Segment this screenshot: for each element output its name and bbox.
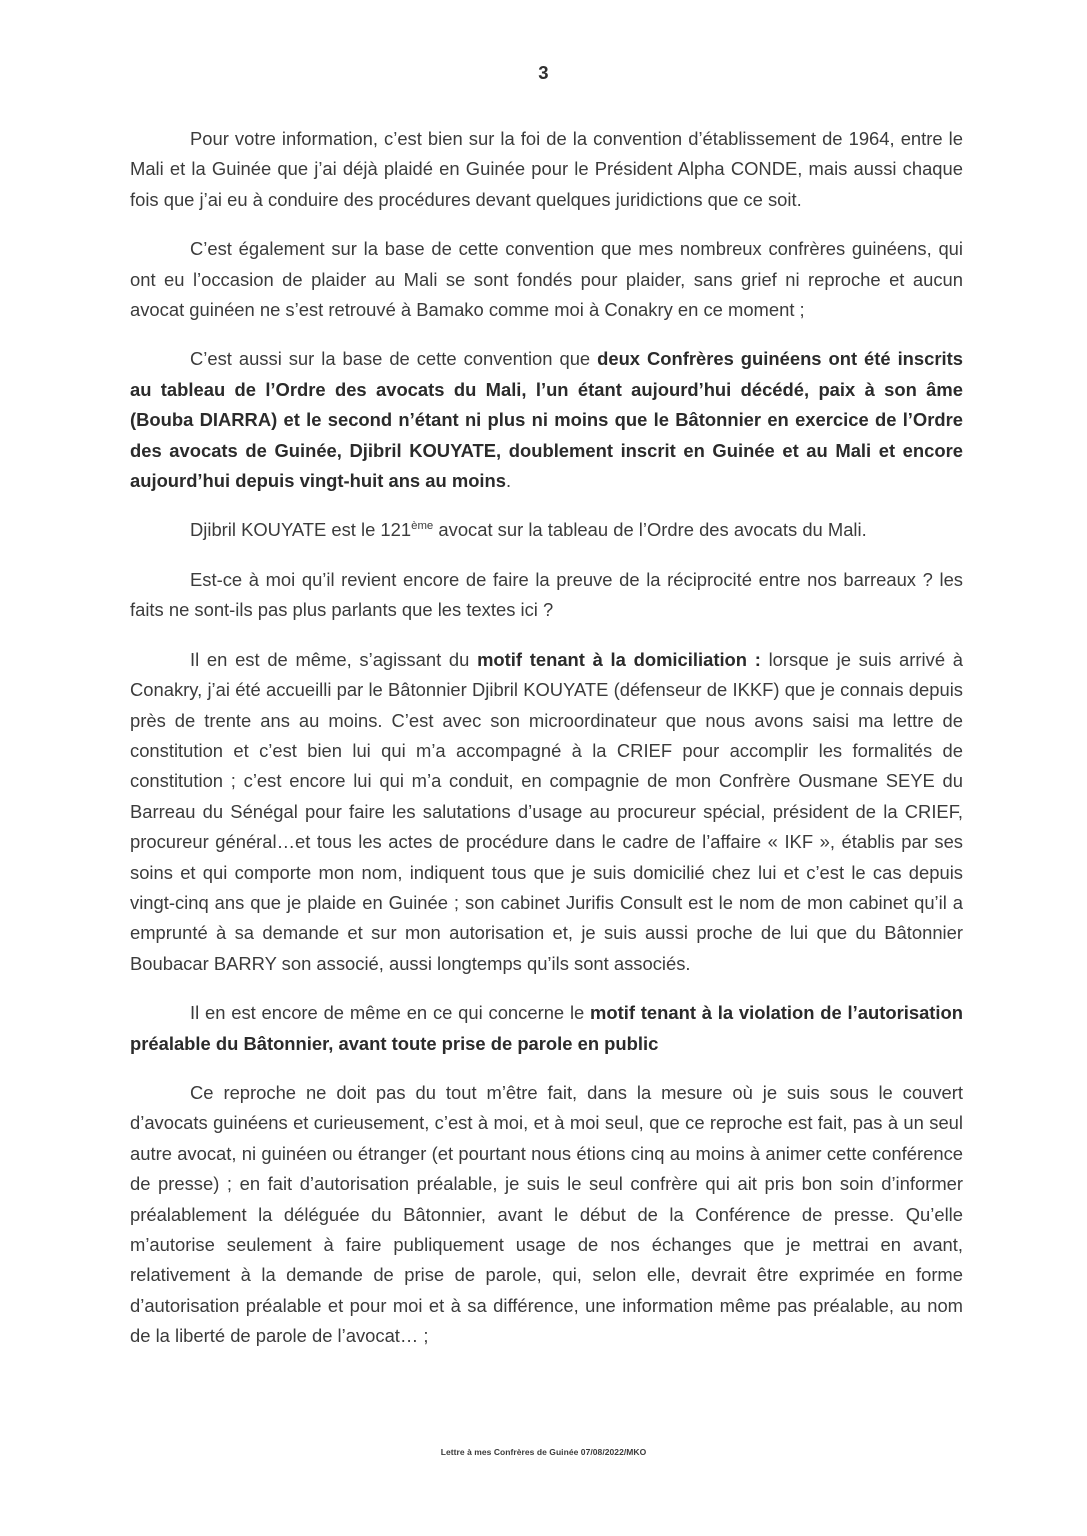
ordinal-suffix: ème [411,520,434,533]
emphasis-bold: motif tenant à la domiciliation : [477,648,761,670]
paragraph-p1-convention-1964: Pour votre information, c’est bien sur la foi de la convention d’établissement de 1964, entre le Mali et la Guinée que j’ai déjà plaidé en Guinée pour le Président Alpha CONDE, mais aussi chaque fois que j’ai eu à conduire des procédures devant quelques juridictions que ce soit. [130,128,963,210]
emphasis-bold: deux Confrères guinéens ont été inscrits au tableau de l’Ordre des avocats du Mali, l’un étant aujourd’hui décédé, paix à son âme (Bouba DIARRA) et le second n’étant ni plus ni moins que le Bâtonnier en exercice de l’Ordre des avocats de Guinée, Djibril KOUYATE, doublement inscrit en Guinée et au Mali et encore aujourd’hui depuis vingt-huit ans au moins [130,348,963,492]
paragraph-p7-motif-violation-autorisation: Il en est encore de même en ce qui concerne le motif tenant à la violation de l’autorisation préalable du Bâtonnier, avant toute prise de parole en public [130,1002,964,1054]
emphasis-bold: motif tenant à la violation de l’autorisation préalable du Bâtonnier, avant toute prise de parole en public [130,1002,964,1054]
page-footer: Lettre à mes Confrères de Guinée 07/08/2022/MKO [440,1447,647,1457]
paragraph-p8-ce-reproche: Ce reproche ne doit pas du tout m’être fait, dans la mesure où je suis sous le couvert d’avocats guinéens et curieusement, c’est à moi, et à moi seul, que ce reproche est fait, pas à un seul autre avocat, ni guinéen ou étranger (et pourtant nous étions cinq au moins à animer cette conférence de presse) ; en fait d’autorisation préalable, je suis le seul confrère qui ait pris bon soin d’informer préalablement la déléguée du Bâtonnier, avant le début de la Conférence de presse. Qu’elle m’autorise seulement à faire publiquement usage de nos échanges que je mettrai en avant, relativement à la demande de prise de parole, qui, selon elle, devrait être exprimée en forme d’autorisation préalable et pour moi et à sa différence, une information même pas préalable, au nom de la liberté de parole de l’avocat… ; [130,1081,963,1347]
paragraph-p5-reciprocite-barreaux: Est-ce à moi qu’il revient encore de faire la preuve de la réciprocité entre nos barreaux ? les faits ne sont-ils pas plus parlants que les textes ici ? [130,568,963,621]
paragraph-p3-deux-confreres-inscrits: C’est aussi sur la base de cette convention que deux Confrères guinéens ont été inscrits au tableau de l’Ordre des avocats du Mali, l’un étant aujourd’hui décédé, paix à son âme (Bouba DIARRA) et le second n’étant ni plus ni moins que le Bâtonnier en exercice de l’Ordre des avocats de Guinée, Djibril KOUYATE, doublement inscrit en Guinée et au Mali et encore aujourd’hui depuis vingt-huit ans au moins. [130,348,963,492]
paragraph-p2-confreres-guineens: C’est également sur la base de cette convention que mes nombreux confrères guinéens, qui ont eu l’occasion de plaider au Mali se sont fondés pour plaider, sans grief ni reproche et aucun avocat guinéen ne s’est retrouvé à Bamako comme moi à Conakry en ce moment ; [130,238,963,321]
page-number: 3 [538,62,549,83]
document-body [130,124,963,1352]
paragraph-p4-kouyate-121eme: Djibril KOUYATE est le 121ème avocat sur la tableau de l’Ordre des avocats du Mali. [190,519,867,541]
paragraph-p6-motif-domiciliation: Il en est de même, s’agissant du motif tenant à la domiciliation : lorsque je suis arrivé à Conakry, j’ai été accueilli par le Bâtonnier Djibril KOUYATE (défenseur de IKKF) que je connais depuis près de trente ans au moins. C’est avec son microordinateur que nous avons saisi ma lettre de constitution et c’est bien lui qui m’a accompagné à la CRIEF pour accomplir les formalités de constitution ; c’est encore lui qui m’a conduit, en compagnie de mon Confrère Ousmane SEYE du Barreau du Sénégal pour faire les salutations d’usage au procureur spécial, président de la CRIEF, procureur général…et tous les actes de procédure dans le cadre de l’affaire « IKF », établis par ses soins et qui comporte mon nom, indiquent tous que je suis domicilié chez lui et c’est le cas depuis vingt-cinq ans que je plaide en Guinée ; son cabinet Jurifis Consult est le nom de mon cabinet qu’il a emprunté à sa demande et sur mon autorisation et, je suis aussi proche de lui que du Bâtonnier Boubacar BARRY son associé, aussi longtemps qu’ils sont associés. [130,648,963,974]
